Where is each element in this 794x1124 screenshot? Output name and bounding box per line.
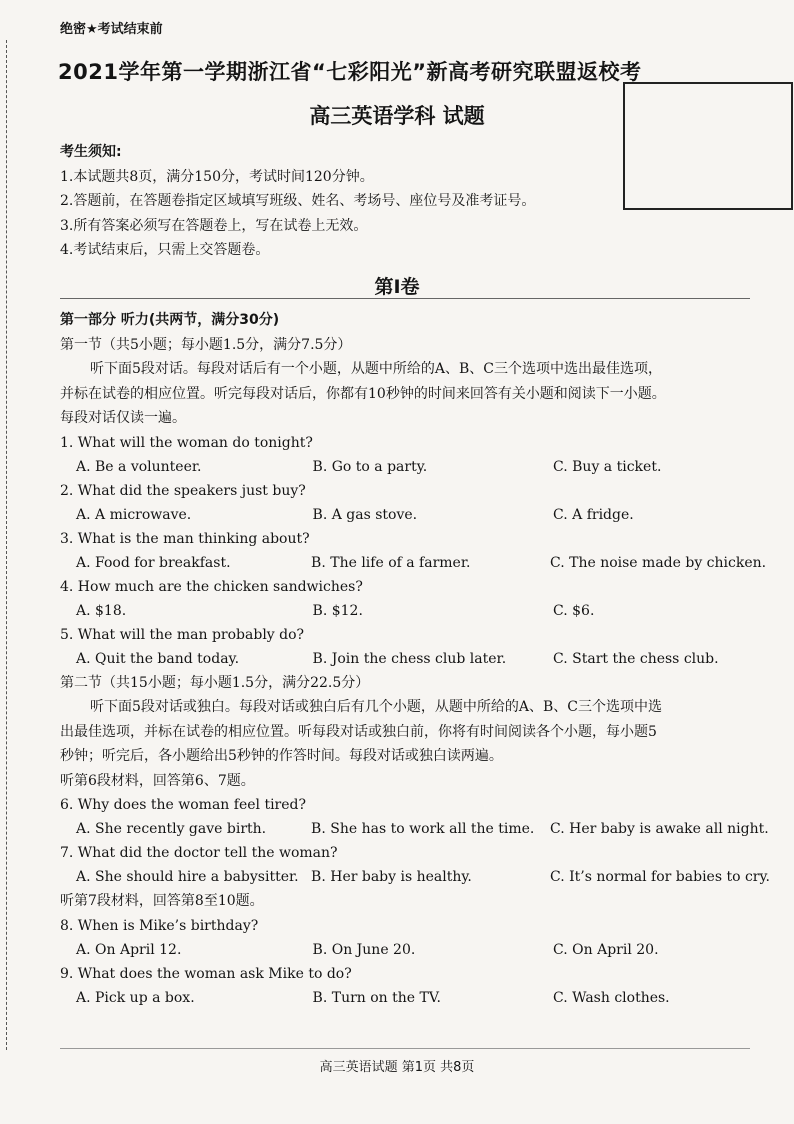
- notice-heading: 考生须知:: [60, 144, 122, 160]
- question-stem: 1. What will the woman do tonight?: [60, 434, 313, 451]
- part1-title: 第一部分 听力(共两节，满分30分): [60, 312, 280, 328]
- question-stem: 6. Why does the woman feel tired?: [60, 797, 306, 813]
- question-5: [60, 623, 760, 671]
- option-a: A. $18.: [76, 602, 127, 619]
- option-b: B. Go to a party.: [312, 458, 428, 475]
- secret-mark: 绝密★考试结束前: [60, 22, 163, 37]
- option-c: C. A fridge.: [553, 506, 634, 523]
- option-c: C. Wash clothes.: [553, 989, 670, 1006]
- question-stem: 4. How much are the chicken sandwiches?: [60, 578, 363, 595]
- question-8: [60, 914, 760, 962]
- option-b: B. The life of a farmer.: [311, 554, 471, 571]
- option-b: B. $12.: [312, 602, 363, 619]
- question-9: [60, 962, 760, 1010]
- option-b: B. On June 20.: [312, 941, 416, 958]
- question-stem: 2. What did the speakers just buy?: [60, 482, 306, 499]
- question-7: [60, 841, 771, 889]
- footer-divider: [60, 1048, 750, 1049]
- option-a: A. Quit the band today.: [76, 650, 240, 667]
- option-b: B. Join the chess club later.: [312, 650, 507, 667]
- option-b: B. Her baby is healthy.: [311, 869, 472, 885]
- section1-title: 第一节（共5小题；每小题1.5分，满分7.5分）: [60, 336, 352, 353]
- question-6: [60, 793, 769, 841]
- question-stem: 3. What is the man thinking about?: [60, 530, 310, 547]
- section2-instruction: 秒钟；听完后，各小题给出5秒钟的作答时间。每段对话或独白读两遍。: [60, 748, 503, 764]
- question-1: [60, 431, 760, 479]
- question-3: [60, 527, 767, 575]
- option-b: B. A gas stove.: [312, 506, 418, 523]
- material-intro: 听第7段材料，回答第8至10题。: [60, 893, 264, 909]
- option-c: C. Start the chess club.: [553, 650, 719, 667]
- option-a: A. Food for breakfast.: [76, 554, 231, 571]
- divider: [60, 298, 750, 299]
- notice-item: 3.所有答案必须写在答题卷上，写在试卷上无效。: [60, 217, 368, 234]
- exam-title: 2021学年第一学期浙江省“七彩阳光”新高考研究联盟返校考: [58, 60, 642, 84]
- section1-instruction: 听下面5段对话。每段对话后有一个小题，从题中所给的A、B、C三个选项中选出最佳选项，: [90, 361, 663, 377]
- section2-instruction: 听下面5段对话或独白。每段对话或独白后有几个小题，从题中所给的A、B、C三个选项中选: [90, 699, 663, 715]
- material-intro: 听第6段材料，回答第6、7题。: [60, 772, 255, 789]
- exam-subtitle: 高三英语学科 试题: [309, 104, 485, 128]
- question-stem: 9. What does the woman ask Mike to do?: [60, 965, 352, 982]
- section1-instruction: 并标在试卷的相应位置。听完每段对话后，你都有10秒钟的时间来回答有关小题和阅读下一小题。: [60, 385, 666, 402]
- part1-block: [60, 308, 771, 1010]
- question-2: [60, 479, 760, 527]
- option-b: B. She has to work all the time.: [311, 821, 535, 837]
- question-4: [60, 575, 760, 623]
- notice-item: 4.考试结束后，只需上交答题卷。: [60, 242, 270, 258]
- notice-block: [60, 140, 760, 263]
- question-stem: 5. What will the man probably do?: [60, 626, 305, 643]
- question-stem: 8. When is Mike’s birthday?: [60, 917, 259, 934]
- question-stem: 7. What did the doctor tell the woman?: [60, 845, 338, 861]
- option-a: A. She recently gave birth.: [76, 821, 267, 837]
- option-c: C. Buy a ticket.: [553, 458, 662, 475]
- binding-line: [6, 40, 8, 1050]
- section2-title: 第二节（共15小题；每小题1.5分，满分22.5分）: [60, 674, 370, 691]
- option-c: C. It’s normal for babies to cry.: [550, 869, 771, 885]
- volume-title: 第Ⅰ卷: [374, 276, 420, 298]
- option-a: A. Pick up a box.: [76, 989, 195, 1006]
- option-a: A. She should hire a babysitter.: [76, 869, 299, 885]
- notice-item: 2.答题前，在答题卷指定区域填写班级、姓名、考场号、座位号及准考证号。: [60, 193, 536, 209]
- option-b: B. Turn on the TV.: [312, 989, 441, 1006]
- option-a: A. On April 12.: [76, 941, 182, 958]
- page-footer: 高三英语试题 第1页 共8页: [319, 1060, 475, 1075]
- section2-instruction: 出最佳选项，并标在试卷的相应位置。听每段对话或独白前，你将有时间阅读各个小题，每小题5: [60, 723, 657, 740]
- option-c: C. On April 20.: [553, 941, 659, 958]
- notice-item: 1.本试题共8页，满分150分，考试时间120分钟。: [60, 168, 374, 185]
- section1-instruction: 每段对话仅读一遍。: [60, 410, 186, 426]
- option-a: A. A microwave.: [76, 506, 192, 523]
- option-c: C. Her baby is awake all night.: [550, 821, 769, 837]
- option-a: A. Be a volunteer.: [76, 458, 202, 475]
- option-c: C. The noise made by chicken.: [550, 554, 767, 571]
- option-c: C. $6.: [553, 602, 595, 619]
